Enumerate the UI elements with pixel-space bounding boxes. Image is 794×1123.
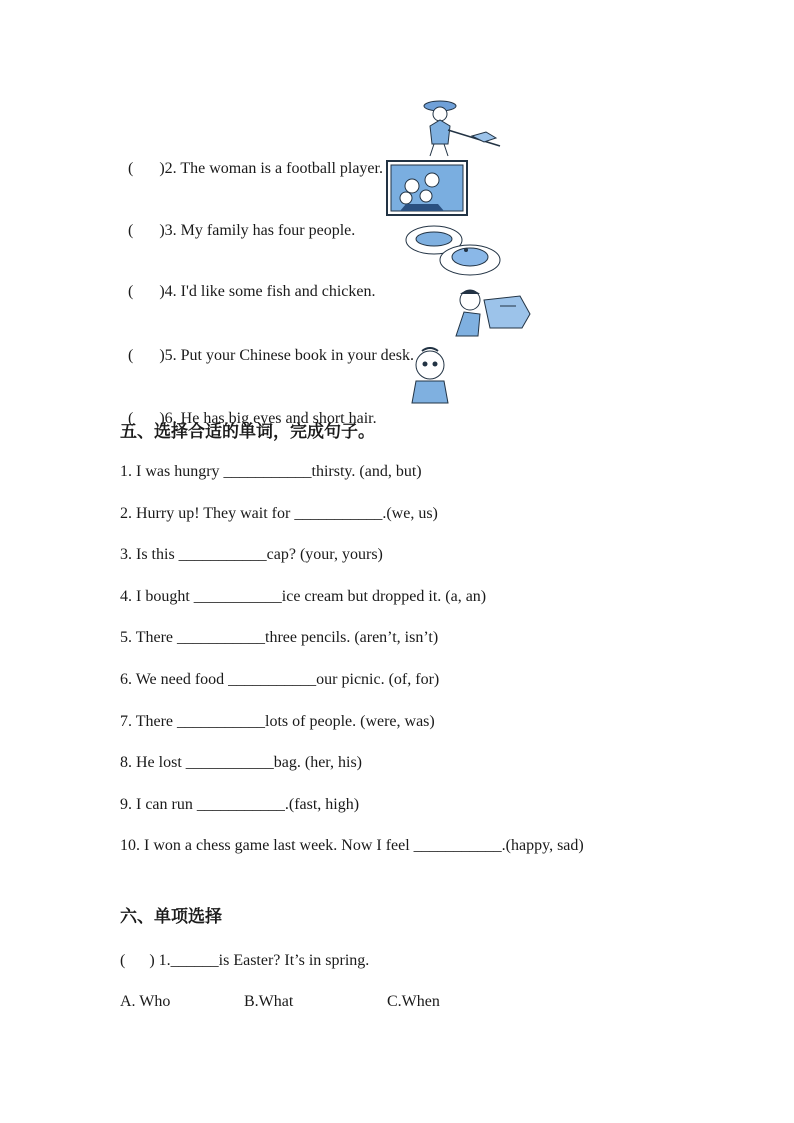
woman-fishing-icon	[412, 96, 504, 158]
section4-item-3	[120, 201, 355, 241]
item-text: 6. He has big eyes and short hair.	[164, 410, 377, 427]
section5-item: 4. I bought ___________ice cream but dropped it. (a, an)	[120, 588, 487, 605]
section5-item: 9. I can run ___________.(fast, high)	[120, 796, 360, 813]
option-c: C.When	[387, 993, 440, 1010]
section6-heading: 六、单项选择	[120, 907, 222, 927]
section5-item: 1. I was hungry ___________thirsty. (and, but)	[120, 463, 422, 480]
section5-item: 10. I won a chess game last week. Now I feel ___________.(happy, sad)	[120, 837, 584, 854]
bracket-open: (	[128, 283, 134, 300]
bracket-open: (	[128, 347, 134, 364]
girl-backpack-icon	[450, 284, 534, 340]
section4-item-2	[120, 139, 383, 179]
section5-item: 6. We need food ___________our picnic. (of, for)	[120, 671, 440, 688]
bracket-close: )	[159, 160, 165, 177]
section6-question: ( ) 1.______is Easter? It’s in spring.	[120, 952, 370, 969]
section5-item: 8. He lost ___________bag. (her, his)	[120, 754, 362, 771]
section4-item-4	[120, 262, 375, 302]
item-text: 2. The woman is a football player.	[164, 160, 383, 177]
section5-item: 3. Is this ___________cap? (your, yours)	[120, 546, 383, 563]
item-text: 5. Put your Chinese book in your desk.	[164, 347, 414, 364]
section5-heading: 五、选择合适的单词，完成句子。	[120, 422, 375, 442]
bracket-open: (	[128, 160, 134, 177]
section4-item-5	[120, 326, 414, 366]
section5-item: 5. There ___________three pencils. (aren’t, isn’t)	[120, 629, 439, 646]
bracket-close: )	[159, 283, 165, 300]
bracket-close: )	[159, 222, 165, 239]
option-b: B.What	[244, 993, 294, 1010]
bracket-open: (	[128, 410, 134, 427]
fish-chicken-plates-icon	[404, 220, 502, 278]
bracket-close: )	[159, 347, 165, 364]
item-text: 3. My family has four people.	[164, 222, 356, 239]
item-text: 4. I'd like some fish and chicken.	[164, 283, 376, 300]
section5-item: 7. There ___________lots of people. (were, was)	[120, 713, 435, 730]
baby-icon	[408, 347, 452, 407]
option-a: A. Who	[120, 993, 171, 1010]
family-photo-icon	[386, 160, 468, 216]
section5-item: 2. Hurry up! They wait for ___________.(we, us)	[120, 505, 438, 522]
bracket-open: (	[128, 222, 134, 239]
bracket-close: )	[159, 410, 165, 427]
